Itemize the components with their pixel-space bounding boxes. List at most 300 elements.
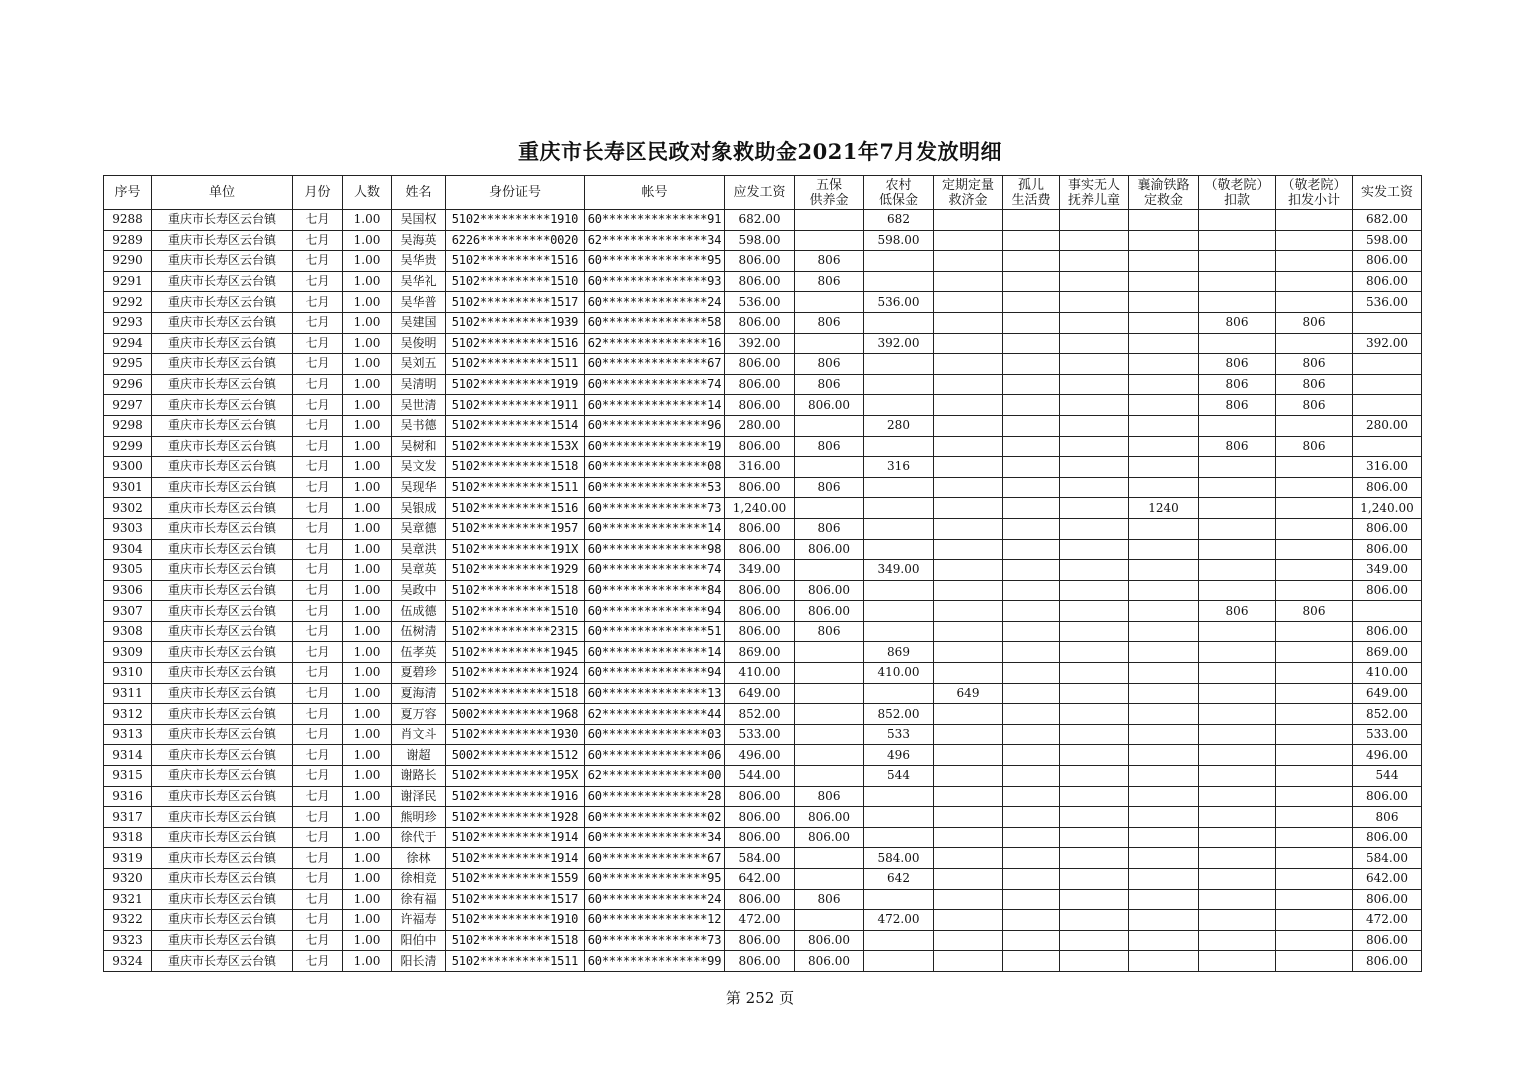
table-row bbox=[104, 827, 1422, 848]
cell-payable: 806.00 bbox=[725, 539, 795, 560]
cell-nursing-deduction-subtotal bbox=[1276, 518, 1353, 539]
cell-payable: 806.00 bbox=[725, 395, 795, 416]
cell-net-pay: 598.00 bbox=[1353, 230, 1422, 251]
cell-nursing-deduction-subtotal bbox=[1276, 704, 1353, 725]
cell-net-pay: 410.00 bbox=[1353, 663, 1422, 684]
cell-nursing-deduction-subtotal bbox=[1276, 498, 1353, 519]
cell-unsupported-child bbox=[1060, 704, 1129, 725]
cell-wubao bbox=[795, 745, 864, 766]
cell-nursing-deduction-subtotal bbox=[1276, 271, 1353, 292]
cell-wubao: 806 bbox=[795, 251, 864, 272]
header-col-id-number bbox=[446, 176, 585, 210]
cell-count: 1.00 bbox=[343, 930, 392, 951]
cell-nursing-deduction-subtotal bbox=[1276, 951, 1353, 972]
cell-id-number: 5102**********1559 bbox=[446, 869, 585, 890]
cell-net-pay: 316.00 bbox=[1353, 457, 1422, 478]
cell-nursing-deduction-subtotal bbox=[1276, 889, 1353, 910]
cell-nursing-deduction-subtotal: 806 bbox=[1276, 601, 1353, 622]
cell-payable: 496.00 bbox=[725, 745, 795, 766]
cell-account: 60***************12 bbox=[585, 910, 725, 931]
cell-account: 60***************14 bbox=[585, 395, 725, 416]
cell-orphan bbox=[1003, 910, 1060, 931]
cell-net-pay: 280.00 bbox=[1353, 415, 1422, 436]
cell-unsupported-child bbox=[1060, 601, 1129, 622]
cell-net-pay: 584.00 bbox=[1353, 848, 1422, 869]
cell-month: 七月 bbox=[293, 663, 343, 684]
header-col-nursing-deduction bbox=[1199, 176, 1276, 210]
cell-month: 七月 bbox=[293, 724, 343, 745]
cell-nursing-deduction bbox=[1199, 704, 1276, 725]
cell-net-pay: 806.00 bbox=[1353, 621, 1422, 642]
cell-name: 许福寿 bbox=[392, 910, 446, 931]
cell-count: 1.00 bbox=[343, 271, 392, 292]
cell-railway bbox=[1129, 869, 1199, 890]
cell-count: 1.00 bbox=[343, 415, 392, 436]
cell-regular-relief bbox=[934, 766, 1003, 787]
cell-regular-relief bbox=[934, 210, 1003, 231]
cell-nursing-deduction bbox=[1199, 889, 1276, 910]
cell-unit: 重庆市长寿区云台镇 bbox=[152, 415, 293, 436]
cell-payable: 869.00 bbox=[725, 642, 795, 663]
cell-dibao: 544 bbox=[864, 766, 934, 787]
cell-unsupported-child bbox=[1060, 210, 1129, 231]
cell-payable: 806.00 bbox=[725, 271, 795, 292]
cell-month: 七月 bbox=[293, 354, 343, 375]
cell-id-number: 5102**********1916 bbox=[446, 786, 585, 807]
cell-count: 1.00 bbox=[343, 601, 392, 622]
cell-wubao bbox=[795, 457, 864, 478]
cell-id-number: 5102**********195X bbox=[446, 766, 585, 787]
table-row bbox=[104, 724, 1422, 745]
cell-nursing-deduction-subtotal bbox=[1276, 292, 1353, 313]
cell-name: 吴树和 bbox=[392, 436, 446, 457]
cell-unsupported-child bbox=[1060, 374, 1129, 395]
header-label: 五保 bbox=[815, 177, 842, 193]
cell-name: 谢超 bbox=[392, 745, 446, 766]
cell-count: 1.00 bbox=[343, 436, 392, 457]
header-label-line2: 扣款 bbox=[1223, 192, 1250, 208]
cell-regular-relief bbox=[934, 642, 1003, 663]
cell-railway bbox=[1129, 539, 1199, 560]
cell-index: 9321 bbox=[104, 889, 152, 910]
cell-unit: 重庆市长寿区云台镇 bbox=[152, 457, 293, 478]
cell-dibao: 869 bbox=[864, 642, 934, 663]
cell-index: 9294 bbox=[104, 333, 152, 354]
cell-net-pay: 496.00 bbox=[1353, 745, 1422, 766]
header-col-dibao bbox=[864, 176, 934, 210]
cell-regular-relief bbox=[934, 518, 1003, 539]
cell-unit: 重庆市长寿区云台镇 bbox=[152, 210, 293, 231]
cell-net-pay: 472.00 bbox=[1353, 910, 1422, 931]
cell-index: 9292 bbox=[104, 292, 152, 313]
cell-net-pay: 806.00 bbox=[1353, 518, 1422, 539]
cell-wubao: 806.00 bbox=[795, 539, 864, 560]
cell-name: 吴国权 bbox=[392, 210, 446, 231]
cell-orphan bbox=[1003, 786, 1060, 807]
cell-unit: 重庆市长寿区云台镇 bbox=[152, 724, 293, 745]
cell-nursing-deduction-subtotal: 806 bbox=[1276, 374, 1353, 395]
cell-unit: 重庆市长寿区云台镇 bbox=[152, 498, 293, 519]
cell-index: 9317 bbox=[104, 807, 152, 828]
cell-month: 七月 bbox=[293, 477, 343, 498]
cell-orphan bbox=[1003, 848, 1060, 869]
cell-orphan bbox=[1003, 663, 1060, 684]
cell-net-pay: 806.00 bbox=[1353, 271, 1422, 292]
cell-dibao: 598.00 bbox=[864, 230, 934, 251]
cell-unit: 重庆市长寿区云台镇 bbox=[152, 766, 293, 787]
cell-nursing-deduction-subtotal bbox=[1276, 848, 1353, 869]
cell-net-pay: 1,240.00 bbox=[1353, 498, 1422, 519]
cell-dibao bbox=[864, 930, 934, 951]
cell-railway bbox=[1129, 601, 1199, 622]
cell-orphan bbox=[1003, 395, 1060, 416]
cell-account: 60***************34 bbox=[585, 827, 725, 848]
cell-regular-relief bbox=[934, 498, 1003, 519]
cell-payable: 806.00 bbox=[725, 477, 795, 498]
cell-regular-relief bbox=[934, 724, 1003, 745]
cell-name: 谢泽民 bbox=[392, 786, 446, 807]
header-col-unit bbox=[152, 176, 293, 210]
cell-nursing-deduction-subtotal bbox=[1276, 786, 1353, 807]
cell-account: 60***************19 bbox=[585, 436, 725, 457]
cell-wubao bbox=[795, 415, 864, 436]
cell-orphan bbox=[1003, 230, 1060, 251]
cell-regular-relief bbox=[934, 477, 1003, 498]
cell-railway bbox=[1129, 271, 1199, 292]
cell-month: 七月 bbox=[293, 395, 343, 416]
cell-index: 9303 bbox=[104, 518, 152, 539]
cell-payable: 806.00 bbox=[725, 786, 795, 807]
cell-railway bbox=[1129, 807, 1199, 828]
cell-dibao: 316 bbox=[864, 457, 934, 478]
cell-account: 60***************95 bbox=[585, 869, 725, 890]
cell-index: 9300 bbox=[104, 457, 152, 478]
cell-account: 60***************51 bbox=[585, 621, 725, 642]
cell-nursing-deduction-subtotal bbox=[1276, 539, 1353, 560]
cell-month: 七月 bbox=[293, 415, 343, 436]
cell-count: 1.00 bbox=[343, 518, 392, 539]
cell-orphan bbox=[1003, 745, 1060, 766]
cell-payable: 852.00 bbox=[725, 704, 795, 725]
cell-regular-relief bbox=[934, 910, 1003, 931]
cell-name: 阳长清 bbox=[392, 951, 446, 972]
cell-unsupported-child bbox=[1060, 724, 1129, 745]
cell-nursing-deduction-subtotal bbox=[1276, 621, 1353, 642]
table-row bbox=[104, 745, 1422, 766]
cell-unsupported-child bbox=[1060, 848, 1129, 869]
header-label: 实发工资 bbox=[1360, 185, 1413, 200]
cell-id-number: 5102**********153X bbox=[446, 436, 585, 457]
cell-regular-relief bbox=[934, 704, 1003, 725]
cell-count: 1.00 bbox=[343, 292, 392, 313]
table-row bbox=[104, 889, 1422, 910]
cell-id-number: 6226**********0020 bbox=[446, 230, 585, 251]
table-row bbox=[104, 415, 1422, 436]
cell-wubao bbox=[795, 766, 864, 787]
cell-orphan bbox=[1003, 704, 1060, 725]
cell-index: 9304 bbox=[104, 539, 152, 560]
header-col-unsupported-child bbox=[1060, 176, 1129, 210]
cell-payable: 392.00 bbox=[725, 333, 795, 354]
cell-net-pay: 852.00 bbox=[1353, 704, 1422, 725]
cell-month: 七月 bbox=[293, 436, 343, 457]
cell-count: 1.00 bbox=[343, 374, 392, 395]
cell-wubao bbox=[795, 663, 864, 684]
cell-nursing-deduction-subtotal bbox=[1276, 457, 1353, 478]
cell-unit: 重庆市长寿区云台镇 bbox=[152, 930, 293, 951]
header-label: 帐号 bbox=[641, 185, 668, 200]
cell-count: 1.00 bbox=[343, 786, 392, 807]
cell-count: 1.00 bbox=[343, 766, 392, 787]
cell-orphan bbox=[1003, 292, 1060, 313]
cell-month: 七月 bbox=[293, 827, 343, 848]
cell-dibao bbox=[864, 827, 934, 848]
cell-regular-relief bbox=[934, 601, 1003, 622]
cell-account: 60***************03 bbox=[585, 724, 725, 745]
cell-orphan bbox=[1003, 415, 1060, 436]
table-row bbox=[104, 930, 1422, 951]
cell-nursing-deduction-subtotal: 806 bbox=[1276, 354, 1353, 375]
cell-wubao bbox=[795, 333, 864, 354]
table-row bbox=[104, 910, 1422, 931]
cell-month: 七月 bbox=[293, 539, 343, 560]
cell-month: 七月 bbox=[293, 869, 343, 890]
cell-wubao: 806.00 bbox=[795, 807, 864, 828]
cell-count: 1.00 bbox=[343, 498, 392, 519]
cell-dibao bbox=[864, 395, 934, 416]
cell-index: 9288 bbox=[104, 210, 152, 231]
cell-nursing-deduction-subtotal bbox=[1276, 663, 1353, 684]
cell-regular-relief bbox=[934, 539, 1003, 560]
cell-unit: 重庆市长寿区云台镇 bbox=[152, 580, 293, 601]
cell-wubao: 806 bbox=[795, 786, 864, 807]
table-row bbox=[104, 477, 1422, 498]
cell-railway bbox=[1129, 951, 1199, 972]
table-row bbox=[104, 333, 1422, 354]
cell-nursing-deduction bbox=[1199, 786, 1276, 807]
cell-count: 1.00 bbox=[343, 827, 392, 848]
table-row bbox=[104, 518, 1422, 539]
cell-index: 9309 bbox=[104, 642, 152, 663]
cell-dibao bbox=[864, 354, 934, 375]
cell-orphan bbox=[1003, 807, 1060, 828]
cell-dibao bbox=[864, 621, 934, 642]
cell-orphan bbox=[1003, 580, 1060, 601]
table-row bbox=[104, 683, 1422, 704]
cell-regular-relief bbox=[934, 786, 1003, 807]
cell-dibao bbox=[864, 889, 934, 910]
cell-index: 9320 bbox=[104, 869, 152, 890]
header-label-line2: 生活费 bbox=[1011, 192, 1051, 208]
cell-index: 9301 bbox=[104, 477, 152, 498]
cell-railway bbox=[1129, 560, 1199, 581]
cell-account: 60***************14 bbox=[585, 518, 725, 539]
cell-unit: 重庆市长寿区云台镇 bbox=[152, 333, 293, 354]
cell-dibao: 536.00 bbox=[864, 292, 934, 313]
cell-payable: 806.00 bbox=[725, 312, 795, 333]
cell-railway bbox=[1129, 889, 1199, 910]
cell-nursing-deduction-subtotal bbox=[1276, 642, 1353, 663]
cell-dibao: 682 bbox=[864, 210, 934, 231]
cell-count: 1.00 bbox=[343, 848, 392, 869]
cell-nursing-deduction bbox=[1199, 580, 1276, 601]
cell-orphan bbox=[1003, 251, 1060, 272]
cell-payable: 536.00 bbox=[725, 292, 795, 313]
cell-orphan bbox=[1003, 827, 1060, 848]
cell-index: 9299 bbox=[104, 436, 152, 457]
cell-unsupported-child bbox=[1060, 621, 1129, 642]
cell-wubao: 806 bbox=[795, 621, 864, 642]
table-row bbox=[104, 436, 1422, 457]
cell-payable: 584.00 bbox=[725, 848, 795, 869]
cell-id-number: 5102**********1910 bbox=[446, 210, 585, 231]
header-col-month bbox=[293, 176, 343, 210]
cell-net-pay: 806.00 bbox=[1353, 786, 1422, 807]
cell-railway bbox=[1129, 642, 1199, 663]
cell-id-number: 5102**********191X bbox=[446, 539, 585, 560]
cell-index: 9293 bbox=[104, 312, 152, 333]
cell-unsupported-child bbox=[1060, 580, 1129, 601]
cell-dibao bbox=[864, 580, 934, 601]
cell-month: 七月 bbox=[293, 210, 343, 231]
header-col-account bbox=[585, 176, 725, 210]
cell-unit: 重庆市长寿区云台镇 bbox=[152, 807, 293, 828]
header-col-net-pay bbox=[1353, 176, 1422, 210]
cell-id-number: 5102**********1928 bbox=[446, 807, 585, 828]
cell-railway bbox=[1129, 477, 1199, 498]
cell-dibao bbox=[864, 436, 934, 457]
cell-railway bbox=[1129, 766, 1199, 787]
cell-dibao bbox=[864, 601, 934, 622]
cell-nursing-deduction-subtotal bbox=[1276, 827, 1353, 848]
cell-railway bbox=[1129, 827, 1199, 848]
cell-payable: 806.00 bbox=[725, 951, 795, 972]
cell-orphan bbox=[1003, 374, 1060, 395]
cell-name: 徐相竞 bbox=[392, 869, 446, 890]
cell-regular-relief bbox=[934, 848, 1003, 869]
cell-dibao: 349.00 bbox=[864, 560, 934, 581]
cell-regular-relief bbox=[934, 251, 1003, 272]
cell-month: 七月 bbox=[293, 683, 343, 704]
cell-payable: 1,240.00 bbox=[725, 498, 795, 519]
cell-net-pay: 544 bbox=[1353, 766, 1422, 787]
cell-name: 吴世清 bbox=[392, 395, 446, 416]
table-row bbox=[104, 539, 1422, 560]
cell-count: 1.00 bbox=[343, 354, 392, 375]
cell-index: 9315 bbox=[104, 766, 152, 787]
cell-month: 七月 bbox=[293, 910, 343, 931]
header-label: （敬老院） bbox=[1204, 177, 1270, 193]
cell-nursing-deduction bbox=[1199, 457, 1276, 478]
cell-count: 1.00 bbox=[343, 333, 392, 354]
cell-id-number: 5102**********1910 bbox=[446, 910, 585, 931]
cell-orphan bbox=[1003, 642, 1060, 663]
cell-account: 60***************74 bbox=[585, 374, 725, 395]
cell-orphan bbox=[1003, 930, 1060, 951]
cell-orphan bbox=[1003, 560, 1060, 581]
cell-railway bbox=[1129, 333, 1199, 354]
cell-account: 60***************73 bbox=[585, 930, 725, 951]
table-row bbox=[104, 354, 1422, 375]
header-col-name bbox=[392, 176, 446, 210]
cell-payable: 642.00 bbox=[725, 869, 795, 890]
cell-account: 60***************53 bbox=[585, 477, 725, 498]
header-label: 农村 bbox=[885, 177, 912, 193]
cell-count: 1.00 bbox=[343, 642, 392, 663]
cell-id-number: 5102**********1929 bbox=[446, 560, 585, 581]
cell-payable: 806.00 bbox=[725, 807, 795, 828]
cell-dibao: 472.00 bbox=[864, 910, 934, 931]
cell-wubao: 806.00 bbox=[795, 580, 864, 601]
cell-month: 七月 bbox=[293, 560, 343, 581]
cell-name: 吴章德 bbox=[392, 518, 446, 539]
cell-regular-relief bbox=[934, 663, 1003, 684]
cell-id-number: 5102**********1518 bbox=[446, 930, 585, 951]
cell-payable: 410.00 bbox=[725, 663, 795, 684]
header-label: 单位 bbox=[208, 185, 235, 200]
cell-count: 1.00 bbox=[343, 704, 392, 725]
cell-payable: 280.00 bbox=[725, 415, 795, 436]
cell-regular-relief bbox=[934, 951, 1003, 972]
cell-orphan bbox=[1003, 621, 1060, 642]
cell-nursing-deduction bbox=[1199, 683, 1276, 704]
cell-month: 七月 bbox=[293, 271, 343, 292]
table-row bbox=[104, 251, 1422, 272]
cell-id-number: 5102**********1914 bbox=[446, 848, 585, 869]
cell-id-number: 5102**********1924 bbox=[446, 663, 585, 684]
cell-unit: 重庆市长寿区云台镇 bbox=[152, 642, 293, 663]
cell-id-number: 5102**********1919 bbox=[446, 374, 585, 395]
cell-nursing-deduction bbox=[1199, 415, 1276, 436]
table-row bbox=[104, 601, 1422, 622]
cell-wubao: 806 bbox=[795, 436, 864, 457]
cell-id-number: 5102**********1957 bbox=[446, 518, 585, 539]
cell-month: 七月 bbox=[293, 745, 343, 766]
cell-regular-relief: 649 bbox=[934, 683, 1003, 704]
cell-count: 1.00 bbox=[343, 724, 392, 745]
cell-nursing-deduction-subtotal bbox=[1276, 724, 1353, 745]
cell-orphan bbox=[1003, 869, 1060, 890]
cell-id-number: 5102**********1511 bbox=[446, 951, 585, 972]
cell-wubao bbox=[795, 869, 864, 890]
cell-unit: 重庆市长寿区云台镇 bbox=[152, 869, 293, 890]
cell-month: 七月 bbox=[293, 230, 343, 251]
cell-month: 七月 bbox=[293, 498, 343, 519]
cell-dibao: 852.00 bbox=[864, 704, 934, 725]
cell-nursing-deduction bbox=[1199, 333, 1276, 354]
header-col-payable bbox=[725, 176, 795, 210]
cell-account: 60***************73 bbox=[585, 498, 725, 519]
cell-account: 60***************96 bbox=[585, 415, 725, 436]
cell-net-pay bbox=[1353, 436, 1422, 457]
cell-count: 1.00 bbox=[343, 621, 392, 642]
cell-unsupported-child bbox=[1060, 930, 1129, 951]
cell-nursing-deduction: 806 bbox=[1199, 374, 1276, 395]
cell-wubao: 806 bbox=[795, 312, 864, 333]
cell-id-number: 5102**********1516 bbox=[446, 251, 585, 272]
cell-wubao bbox=[795, 230, 864, 251]
cell-unsupported-child bbox=[1060, 910, 1129, 931]
cell-net-pay: 806.00 bbox=[1353, 889, 1422, 910]
cell-unsupported-child bbox=[1060, 786, 1129, 807]
cell-railway bbox=[1129, 457, 1199, 478]
cell-name: 肖文斗 bbox=[392, 724, 446, 745]
cell-dibao bbox=[864, 251, 934, 272]
cell-count: 1.00 bbox=[343, 745, 392, 766]
cell-orphan bbox=[1003, 271, 1060, 292]
header-label: 事实无人 bbox=[1067, 177, 1120, 193]
cell-nursing-deduction bbox=[1199, 518, 1276, 539]
